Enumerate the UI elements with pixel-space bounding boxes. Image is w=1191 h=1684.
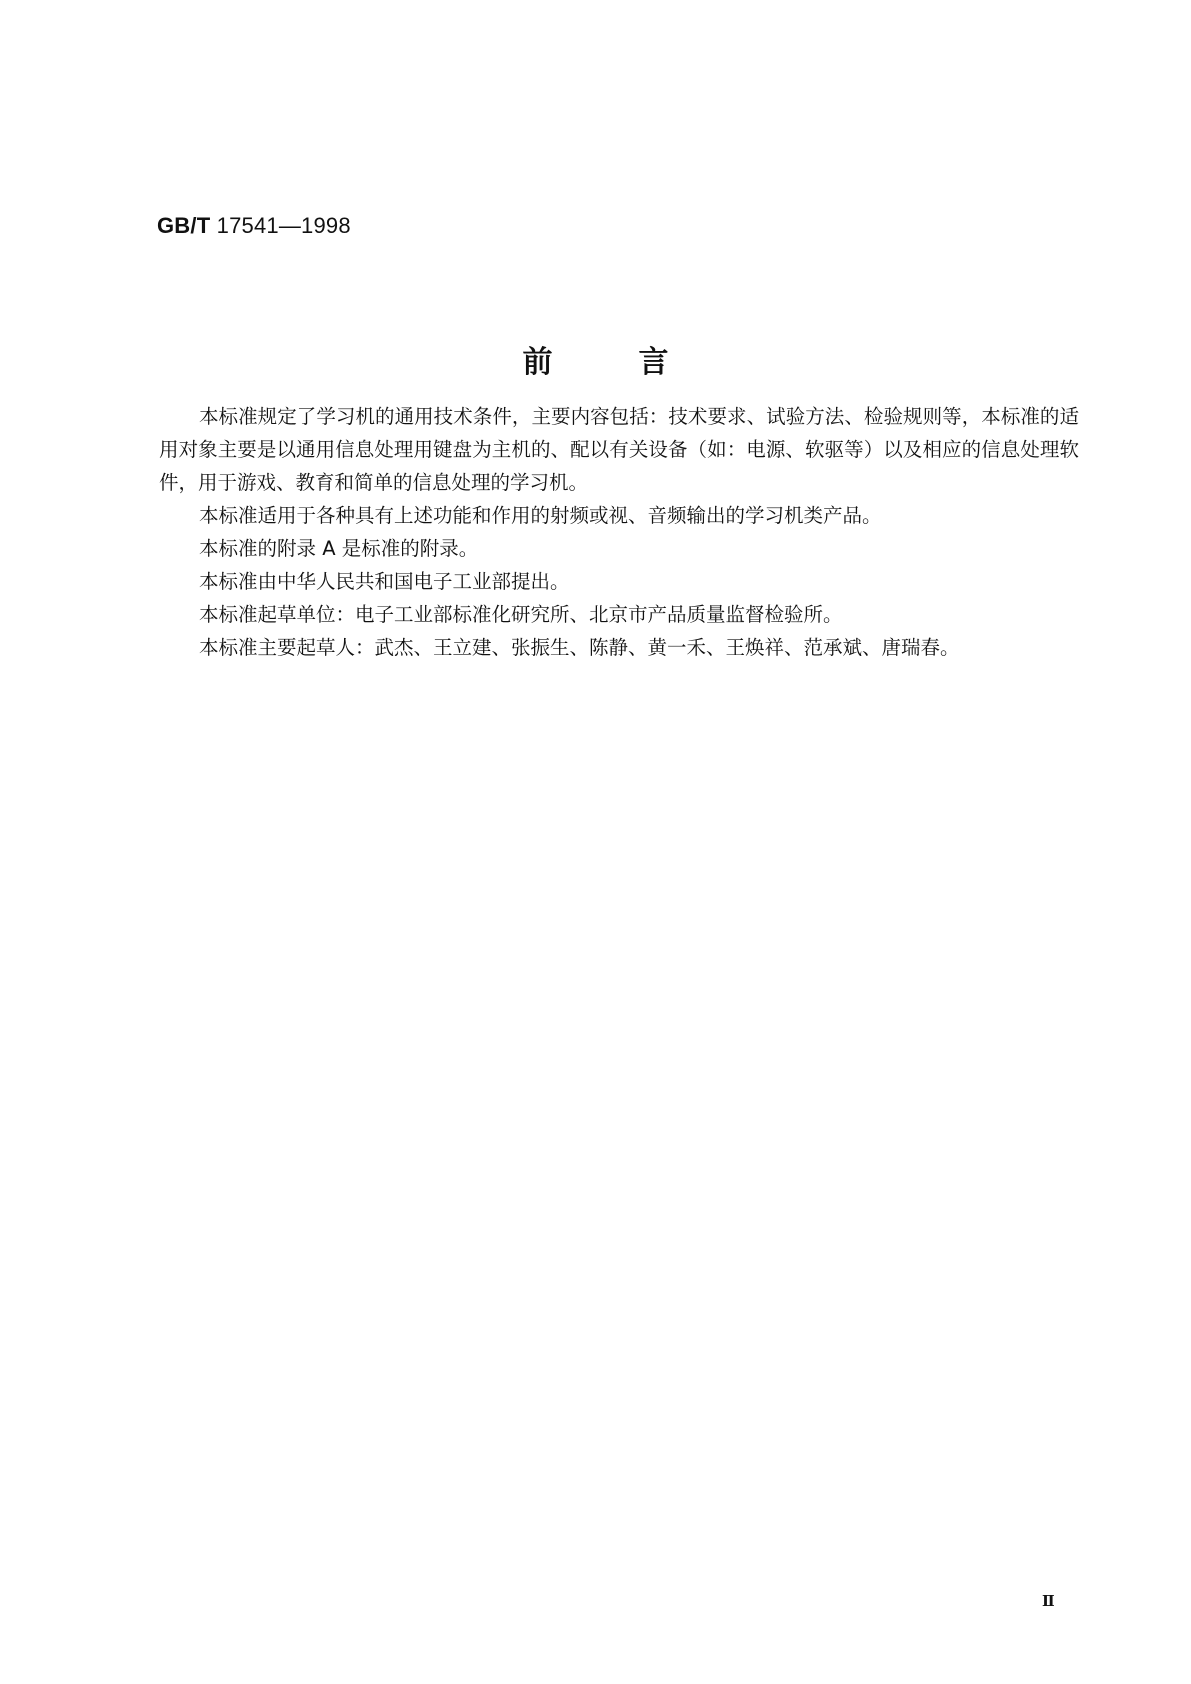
paragraph-applicability: 本标准适用于各种具有上述功能和作用的射频或视、音频输出的学习机类产品。 <box>199 504 882 527</box>
title-char-1: 前 <box>522 345 553 380</box>
paragraph-drafting-units: 本标准起草单位：电子工业部标准化研究所、北京市产品质量监督检验所。 <box>199 603 843 626</box>
standard-code-header <box>157 213 351 239</box>
paragraph-scope: 本标准规定了学习机的通用技术条件，主要内容包括：技术要求、试验方法、检验规则等，本标准的适用对象主要是以通用信息处理用键盘为主机的、配以有关设备（如：电源、软驱等）以及相应的信息处理软件，用于游戏、教育和简单的信息处理的学习机。 <box>159 405 1079 494</box>
page-title <box>0 337 1191 381</box>
standard-number: 17541—1998 <box>216 213 351 238</box>
title-char-2: 言 <box>638 345 669 380</box>
foreword-body <box>159 400 1079 664</box>
page-number: Ⅱ <box>1042 1594 1055 1610</box>
standard-prefix: GB/T <box>157 213 211 238</box>
paragraph-proposer: 本标准由中华人民共和国电子工业部提出。 <box>199 570 570 593</box>
paragraph-appendix: 本标准的附录 A 是标准的附录。 <box>199 537 479 560</box>
paragraph-drafters: 本标准主要起草人：武杰、王立建、张振生、陈静、黄一禾、王焕祥、范承斌、唐瑞春。 <box>199 636 960 659</box>
